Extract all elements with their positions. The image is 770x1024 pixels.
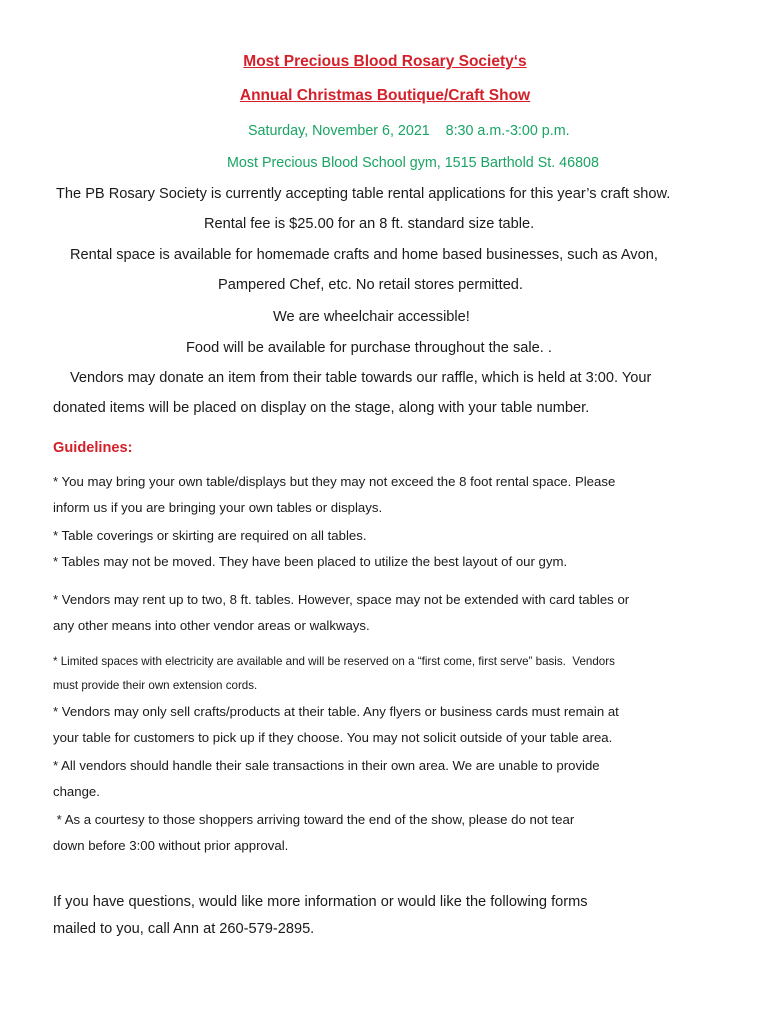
title-line-2: Annual Christmas Boutique/Craft Show xyxy=(239,87,531,104)
guideline-6-line-2: your table for customers to pick up if they choose. You may not solicit outside of your table area. xyxy=(53,730,613,745)
guideline-1-line-1: * You may bring your own table/displays but they may not exceed the 8 foot rental space. Please xyxy=(53,474,616,489)
title-line-1: Most Precious Blood Rosary Society‘s xyxy=(243,53,527,70)
intro-rental-space-1: Rental space is available for homemade crafts and home based businesses, such as Avon, xyxy=(70,247,658,263)
guideline-2: * Table coverings or skirting are required on all tables. xyxy=(53,528,367,543)
guideline-5-line-2: must provide their own extension cords. xyxy=(53,679,258,692)
guideline-1-line-2: inform us if you are bringing your own tables or displays. xyxy=(53,500,383,515)
guideline-7-line-1: * All vendors should handle their sale transactions in their own area. We are unable to provide xyxy=(53,758,600,773)
guideline-5-line-1: * Limited spaces with electricity are available and will be reserved on a “first come, first serve” basis. Vendors xyxy=(53,655,615,668)
contact-line-2: mailed to you, call Ann at 260-579-2895. xyxy=(53,921,315,937)
intro-food: Food will be available for purchase throughout the sale. . xyxy=(186,340,552,356)
guideline-7-line-2: change. xyxy=(53,784,100,799)
contact-line-1: If you have questions, would like more information or would like the following forms xyxy=(53,894,588,910)
guideline-4-line-2: any other means into other vendor areas or walkways. xyxy=(53,618,370,633)
intro-raffle-2: donated items will be placed on display on the stage, along with your table number. xyxy=(53,400,590,416)
guideline-8-line-2: down before 3:00 without prior approval. xyxy=(53,838,289,853)
intro-wheelchair: We are wheelchair accessible! xyxy=(273,309,470,325)
event-date-time: Saturday, November 6, 2021 8:30 a.m.-3:00 p.m. xyxy=(248,123,570,139)
intro-raffle-1: Vendors may donate an item from their table towards our raffle, which is held at 3:00. Your xyxy=(70,370,652,386)
guideline-8-line-1: * As a courtesy to those shoppers arriving toward the end of the show, please do not tear xyxy=(53,812,575,827)
guidelines-heading: Guidelines: xyxy=(53,440,133,456)
guideline-3: * Tables may not be moved. They have been placed to utilize the best layout of our gym. xyxy=(53,554,568,569)
intro-rental-fee: Rental fee is $25.00 for an 8 ft. standard size table. xyxy=(204,216,535,232)
intro-rental-space-2: Pampered Chef, etc. No retail stores permitted. xyxy=(218,277,523,293)
guideline-4-line-1: * Vendors may rent up to two, 8 ft. tables. However, space may not be extended with card tables or xyxy=(53,592,630,607)
intro-applications: The PB Rosary Society is currently accepting table rental applications for this year’s craft show. xyxy=(56,186,671,202)
guideline-6-line-1: * Vendors may only sell crafts/products at their table. Any flyers or business cards must remain at xyxy=(53,704,619,719)
event-location: Most Precious Blood School gym, 1515 Barthold St. 46808 xyxy=(227,155,599,171)
